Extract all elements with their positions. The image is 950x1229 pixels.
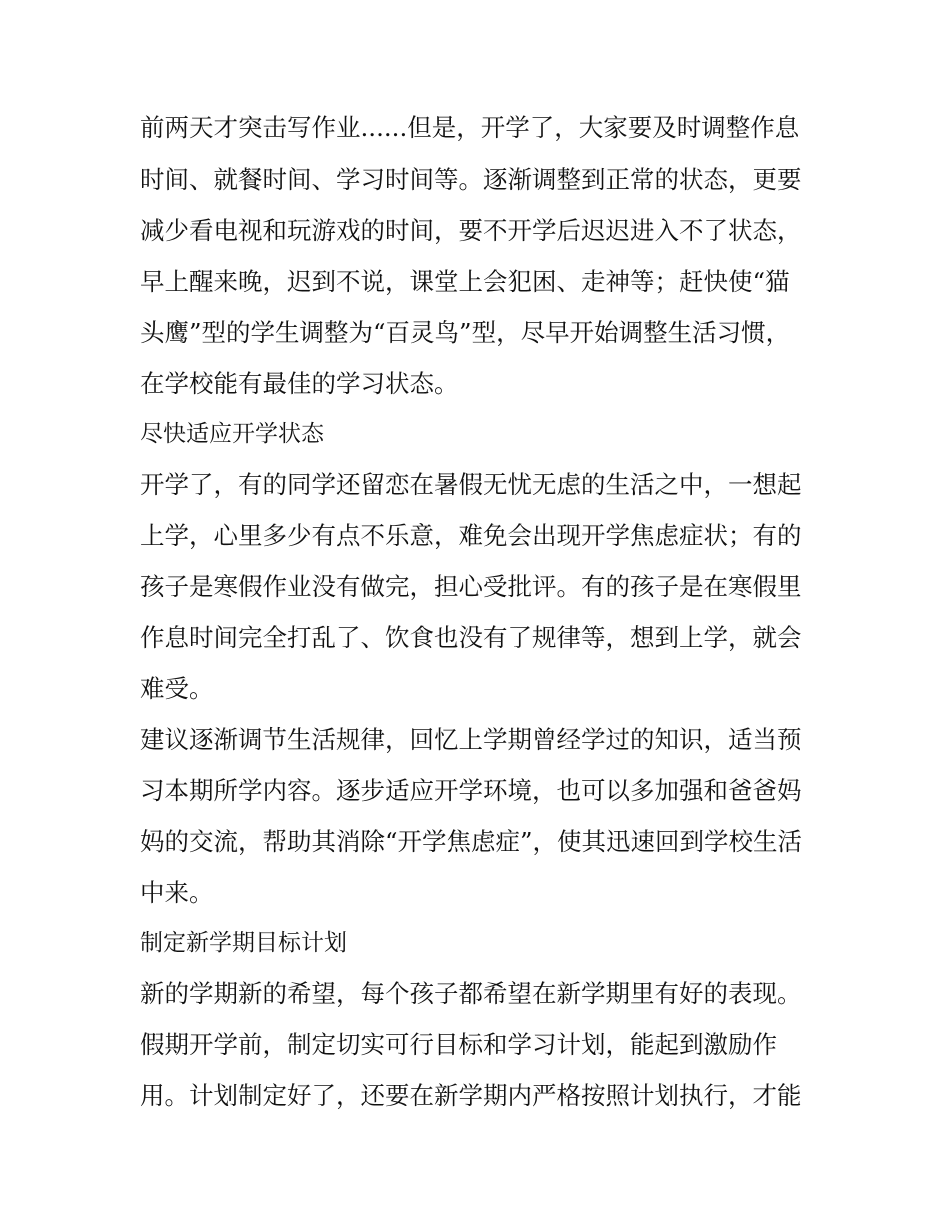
paragraph-line: 早上醒来晚，迟到不说，课堂上会犯困、走神等；赶快使“猫	[140, 267, 790, 296]
paragraph-line: 作息时间完全打乱了、饮食也没有了规律等，想到上学，就会	[140, 623, 802, 652]
paragraph-line: 在学校能有最佳的学习状态。	[140, 369, 459, 398]
paragraph-line: 中来。	[140, 878, 214, 907]
paragraph-line: 假期开学前，制定切实可行目标和学习计划，能起到激励作	[140, 1030, 777, 1059]
section-heading: 制定新学期目标计划	[140, 930, 347, 956]
paragraph-line: 时间、就餐时间、学习时间等。逐渐调整到正常的状态，更要	[140, 165, 802, 194]
paragraph-line: 新的学期新的希望，每个孩子都希望在新学期里有好的表现。	[140, 979, 802, 1008]
paragraph-line: 用。计划制定好了，还要在新学期内严格按照计划执行，才能	[140, 1081, 802, 1110]
paragraph-line: 孩子是寒假作业没有做完，担心受批评。有的孩子是在寒假里	[140, 572, 802, 601]
paragraph-line: 建议逐渐调节生活规律，回忆上学期曾经学过的知识，适当预	[140, 725, 802, 754]
paragraph-line: 上学，心里多少有点不乐意，难免会出现开学焦虑症状；有的	[140, 521, 802, 550]
paragraph-line: 妈的交流，帮助其消除“开学焦虑症”，使其迅速回到学校生活	[140, 827, 803, 856]
paragraph-line: 开学了，有的同学还留恋在暑假无忧无虑的生活之中，一想起	[140, 470, 802, 499]
paragraph-line: 前两天才突击写作业......但是，开学了，大家要及时调整作息	[140, 113, 800, 142]
section-heading: 尽快适应开学状态	[140, 421, 324, 447]
paragraph-line: 难受。	[140, 674, 214, 703]
paragraph-line: 头鹰”型的学生调整为“百灵鸟”型，尽早开始调整生活习惯，	[140, 318, 791, 347]
paragraph-line: 习本期所学内容。逐步适应开学环境，也可以多加强和爸爸妈	[140, 776, 802, 805]
paragraph-line: 减少看电视和玩游戏的时间，要不开学后迟迟进入不了状态，	[140, 216, 802, 245]
